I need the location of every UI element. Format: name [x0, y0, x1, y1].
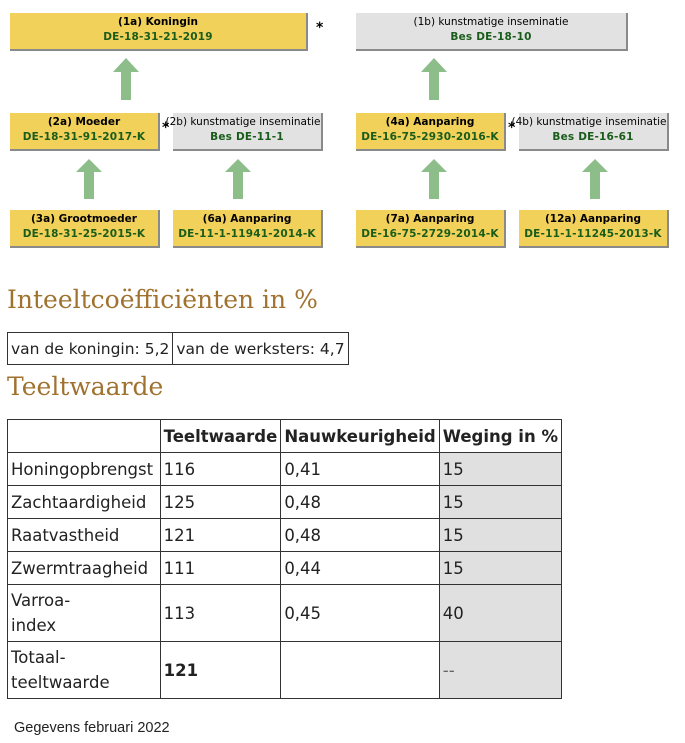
total-accuracy: [281, 642, 439, 699]
separator-star: *: [316, 20, 324, 36]
trait-accuracy: 0,48: [281, 519, 439, 552]
trait-weight: 40: [439, 585, 561, 642]
node-code: DE-18-31-21-2019: [103, 31, 213, 43]
trait-value: 111: [160, 552, 281, 585]
pedigree-node-4b: [511, 113, 669, 151]
inteelt-table: [7, 332, 349, 365]
arrow-up-icon: [421, 58, 447, 100]
trait-name-line: Varroa-: [11, 591, 71, 610]
pedigree-node-2a: [10, 113, 160, 151]
node-code: DE-18-31-25-2015-K: [22, 228, 146, 240]
trait-value: 125: [160, 486, 281, 519]
pedigree-node-3a: [10, 210, 160, 248]
total-name-line: Totaal-: [11, 648, 66, 667]
trait-accuracy: 0,48: [281, 486, 439, 519]
total-value: 121: [160, 642, 281, 699]
arrow-up-icon: [582, 159, 608, 199]
table-row: [8, 552, 562, 585]
arrow-up-icon: [421, 159, 447, 199]
trait-weight: 15: [439, 486, 561, 519]
trait-value: 113: [160, 585, 281, 642]
trait-weight: 15: [439, 453, 561, 486]
trait-name: [8, 585, 161, 642]
pedigree-node-6a: [173, 210, 323, 248]
arrow-up-icon: [113, 58, 139, 100]
trait-accuracy: 0,44: [281, 552, 439, 585]
node-title: (4a) Aanparing: [385, 116, 475, 128]
column-header: [8, 420, 161, 453]
table-row: [8, 585, 562, 642]
pedigree-node-4a: [356, 113, 506, 151]
column-header: Teeltwaarde: [160, 420, 281, 453]
arrow-up-icon: [225, 159, 251, 199]
node-code: DE-18-31-91-2017-K: [22, 131, 146, 143]
trait-name: Zwermtraagheid: [8, 552, 161, 585]
node-title: (4b) kunstmatige inseminatie: [511, 116, 667, 128]
node-code: Bes DE-18-10: [450, 31, 532, 43]
column-header: Nauwkeurigheid: [281, 420, 439, 453]
teeltwaarde-table: [7, 419, 562, 699]
column-header: Weging in %: [439, 420, 561, 453]
separator-star: *: [508, 120, 516, 136]
node-title: (1b) kunstmatige inseminatie: [413, 16, 569, 28]
node-title: (3a) Grootmoeder: [31, 213, 137, 225]
pedigree-node-12a: [519, 210, 669, 248]
node-code: Bes DE-11-1: [210, 131, 284, 143]
total-name: [8, 642, 161, 699]
trait-name: Honingopbrengst: [8, 453, 161, 486]
table-row: [8, 453, 562, 486]
inteelt-heading: Inteeltcoëfficiënten in %: [7, 285, 318, 314]
trait-name: Zachtaardigheid: [8, 486, 161, 519]
trait-weight: 15: [439, 552, 561, 585]
trait-value: 121: [160, 519, 281, 552]
node-title: (2b) kunstmatige inseminatie: [165, 116, 321, 128]
pedigree-node-7a: [356, 210, 506, 248]
footer-note: Gegevens februari 2022: [14, 720, 170, 736]
node-code: DE-16-75-2930-2016-K: [361, 131, 499, 143]
table-row: [8, 519, 562, 552]
trait-accuracy: 0,45: [281, 585, 439, 642]
pedigree-node-1a: [10, 13, 308, 51]
node-title: (1a) Koningin: [118, 16, 198, 28]
table-row: [8, 486, 562, 519]
inteelt-queen: van de koningin: 5,2: [8, 333, 173, 365]
separator-star: *: [162, 120, 170, 136]
node-title: (7a) Aanparing: [385, 213, 475, 225]
node-title: (2a) Moeder: [47, 116, 121, 128]
pedigree-node-2b: [165, 113, 323, 151]
teeltwaarde-heading: Teeltwaarde: [7, 372, 164, 401]
node-code: Bes DE-16-61: [552, 131, 634, 143]
arrow-up-icon: [76, 159, 102, 199]
node-code: DE-11-1-11245-2013-K: [524, 228, 662, 240]
node-code: DE-11-1-11941-2014-K: [178, 228, 316, 240]
node-code: DE-16-75-2729-2014-K: [361, 228, 499, 240]
trait-name: Raatvastheid: [8, 519, 161, 552]
trait-value: 116: [160, 453, 281, 486]
trait-accuracy: 0,41: [281, 453, 439, 486]
table-header-row: [8, 420, 562, 453]
trait-weight: 15: [439, 519, 561, 552]
node-title: (6a) Aanparing: [202, 213, 292, 225]
total-name-line: teeltwaarde: [11, 673, 110, 692]
total-weight: --: [439, 642, 561, 699]
pedigree-node-1b: [356, 13, 628, 51]
table-total-row: [8, 642, 562, 699]
trait-name-line: index: [11, 616, 57, 635]
inteelt-workers: van de werksters: 4,7: [173, 333, 348, 365]
node-title: (12a) Aanparing: [544, 213, 641, 225]
